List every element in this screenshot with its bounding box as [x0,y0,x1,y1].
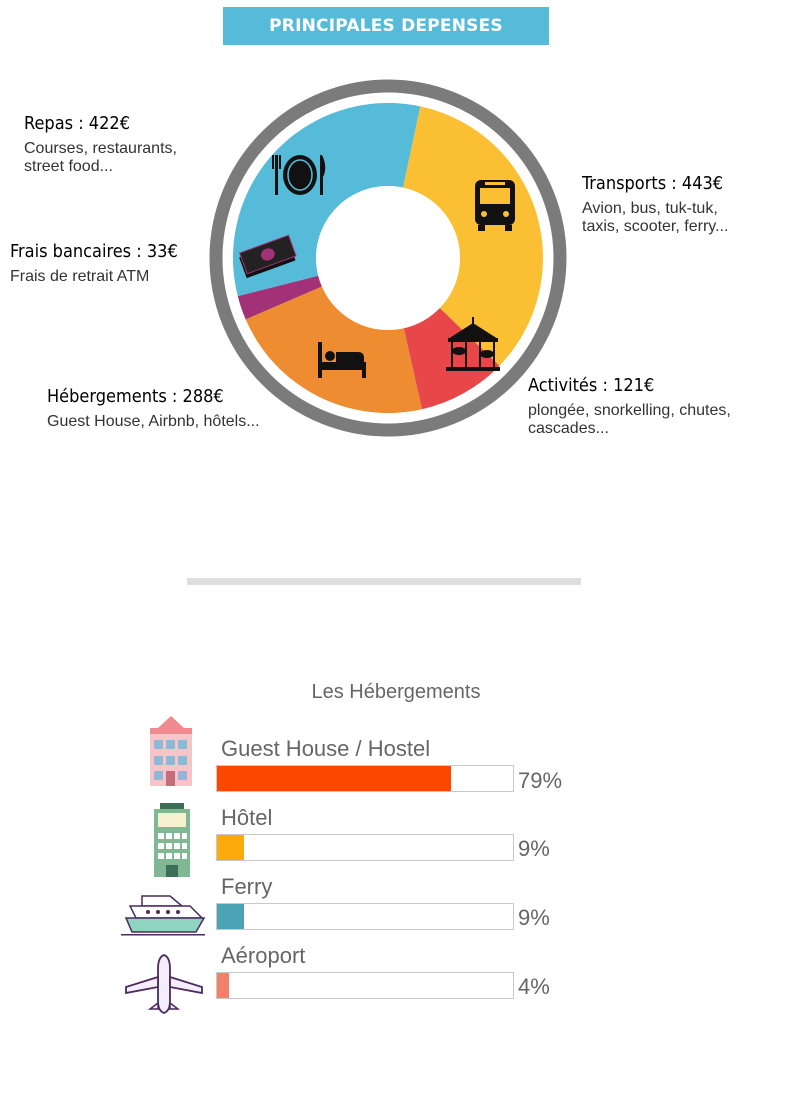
callout-title: Hébergements : 288€ [47,386,224,407]
callout-activites [528,375,731,438]
airplane-icon [124,953,204,1015]
section-divider [187,578,581,585]
guesthouse-icon [148,716,194,788]
callout-description: Avion, bus, tuk-tuk, taxis, scooter, ferry... [582,200,729,235]
expense-donut-chart [205,75,571,441]
callout-frais-bancaires [10,241,178,286]
bar [217,766,451,791]
callout-title: Activités : 121€ [528,375,655,396]
callout-title: Repas : 422€ [24,113,130,134]
callout-description: Guest House, Airbnb, hôtels... [47,413,260,430]
bar-value-label: 79% [518,768,563,793]
bar-chart-title: Les Hébergements [311,681,481,703]
bar-track [216,972,514,999]
bar-value-label: 9% [518,905,550,930]
bar-row [0,716,800,793]
ferry-boat-icon [120,892,206,938]
callout-description: Courses, restaurants, street food... [24,140,177,175]
bar-track [216,765,514,792]
bar-value-label: 4% [518,974,550,999]
callout-description: plongée, snorkelling, chutes, cascades... [528,402,731,437]
bar [217,904,244,929]
bar-value-label: 9% [518,836,550,861]
callout-repas [24,113,177,176]
callout-title: Transports : 443€ [582,173,724,194]
page-title: PRINCIPALES DEPENSES [223,7,549,45]
bar-row [0,803,800,873]
hotel-building-icon [152,803,192,879]
callout-description: Frais de retrait ATM [10,268,150,285]
donut-hole [316,186,460,330]
bar-label: Guest House / Hostel [221,736,431,761]
bar-row [0,872,800,942]
callout-hebergements [47,386,260,431]
bar-track [216,834,514,861]
bar [217,835,244,860]
bar-label: Hôtel [221,805,273,830]
callout-transports [582,173,728,236]
bar [217,973,229,998]
bar-row [0,941,800,1011]
callout-title: Frais bancaires : 33€ [10,241,178,262]
bar-track [216,903,514,930]
bus-icon [475,180,515,231]
bar-label: Aéroport [221,943,306,968]
bar-label: Ferry [221,874,273,899]
